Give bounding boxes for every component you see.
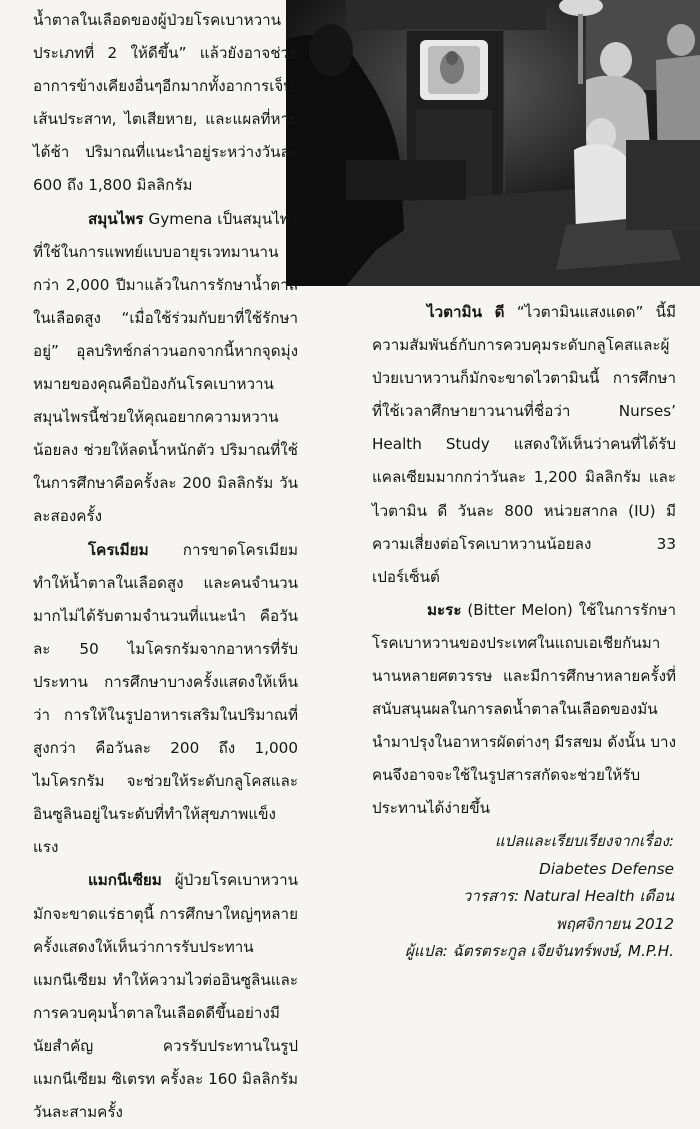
translation-credits <box>334 828 674 966</box>
credit-issue-date: พฤศจิกายน 2012 <box>555 914 674 933</box>
credit-article-title: Diabetes Defense <box>539 859 674 878</box>
body-chromium: การขาดโครเมียมทำให้น้ำตาลในเลือดสูง และคนจำนวนมากไม่ได้รับตามจำนวนที่แนะนำ คือวันละ 50 ไมโครกรัมจากอาหารที่รับประทาน การศึกษาบางครั้งแสดงให้เห็นว่า การให้ในรูปอาหารเสริมในปริมาณที่สูงกว่า คือวันละ 200 ถึง 1,000 ไมโครกรัม จะช่วยให้ระดับกลูโคสและอินซูลินอยู่ในระดับที่ทำให้สุขภาพแข็งแรง <box>33 540 298 857</box>
paragraph-chromium <box>33 534 298 865</box>
paragraph-gymena <box>33 203 298 534</box>
body-gymena: Gymena เป็นสมุนไพรที่ใช้ในการแพทย์แบบอายุรเวทมานานกว่า 2,000 ปีมาแล้วในการรักษาน้ำตาลในเลือดสูง “เมื่อใช้ร่วมกับยาที่ใช้รักษาอยู่” อุลบริทช์กล่าวนอกจากนี้หากจุดมุ่งหมายของคุณคือป้องกันโรคเบาหวาน สมุนไพรนี้ช่วยให้คุณอยากความหวานน้อยลง ช่วยให้ลดน้ำหนักตัว ปริมาณที่ใช้ในการศึกษาคือครั้งละ 200 มิลลิกรัม วันละสองครั้ง <box>33 209 298 526</box>
heading-gymena: สมุนไพร <box>88 209 144 228</box>
heading-magnesium: แมกนีเซียม <box>88 871 162 890</box>
credit-journal: วารสาร: Natural Health เดือน <box>462 887 674 905</box>
heading-chromium: โครเมียม <box>88 540 149 559</box>
left-text-column <box>33 4 298 1129</box>
body-magnesium: ผู้ป่วยโรคเบาหวานมักจะขาดแร่ธาตุนี้ การศึกษาใหญ่ๆหลายครั้งแสดงให้เห็นว่าการรับประทานแมกนีเซียม ทำให้ความไวต่ออินซูลินและการควบคุมน้ำตาลในเลือดดีขึ้นอย่างมีนัยสำคัญ ควรรับประทานในรูปแมกนีเซียม ซิเตรท ครั้งละ 160 มิลลิกรัม วันละสามครั้ง <box>33 871 298 1122</box>
heading-vitamin-d: ไวตามิน ดี <box>427 303 505 321</box>
right-text-column <box>372 296 676 826</box>
paragraph-magnesium <box>33 864 298 1129</box>
heading-bitter-melon: มะระ <box>427 600 462 619</box>
body-vitamin-d: “ไวตามินแสงแดด” นี้มีความสัมพันธ์กับการควบคุมระดับกลูโคสและผู้ป่วยเบาหวานก็มักจะขาดไวตามินนี้ การศึกษาที่ใช้เวลาศึกษายาวนานที่ชื่อว่า Nurses’ Health Study แสดงให้เห็นว่าคนที่ได้รับแคลเซียมมากกว่าวันละ 1,200 มิลลิกรัม และไวตามิน ดี วันละ 800 หน่วยสากล (IU) มีความเสี่ยงต่อโรคเบาหวานน้อยลง 33 เปอร์เซ็นต์ <box>372 303 676 586</box>
paragraph-vitamin-d <box>372 296 676 594</box>
vintage-family-watching-tv-photo <box>286 0 700 286</box>
paragraph-bitter-melon <box>372 594 676 826</box>
credit-source-label: แปลและเรียบเรียงจากเรื่อง: <box>494 832 674 850</box>
credit-translator: ผู้แปล: ฉัตรตระกูล เจียจันทร์พงษ์, M.P.H. <box>404 942 674 960</box>
paragraph-blood-sugar-continuation: น้ำตาลในเลือดของผู้ป่วยโรคเบาหวานประเภทที่ 2 ให้ดีขึ้น” แล้วยังอาจช่วยอาการข้างเคียงอื่นๆอีกมากทั้งอาการเจ็บเส้นประสาท, ไตเสียหาย, และแผลที่หายได้ช้า ปริมาณที่แนะนำอยู่ระหว่างวันละ 600 ถึง 1,800 มิลลิกรัม <box>33 11 298 195</box>
body-bitter-melon: (Bitter Melon) ใช้ในการรักษาโรคเบาหวานของประเทศในแถบเอเชียกันมานานหลายศตวรรษ และมีการศึกษาหลายครั้งที่สนับสนุนผลในการลดน้ำตาลในเลือดของมัน นำมาปรุงในอาหารผัดต่างๆ มีรสขม ดังนั้น บางคนจึงอาจจะใช้ในรูปสารสกัดจะช่วยให้รับประทานได้ง่ายขึ้น <box>372 600 676 818</box>
